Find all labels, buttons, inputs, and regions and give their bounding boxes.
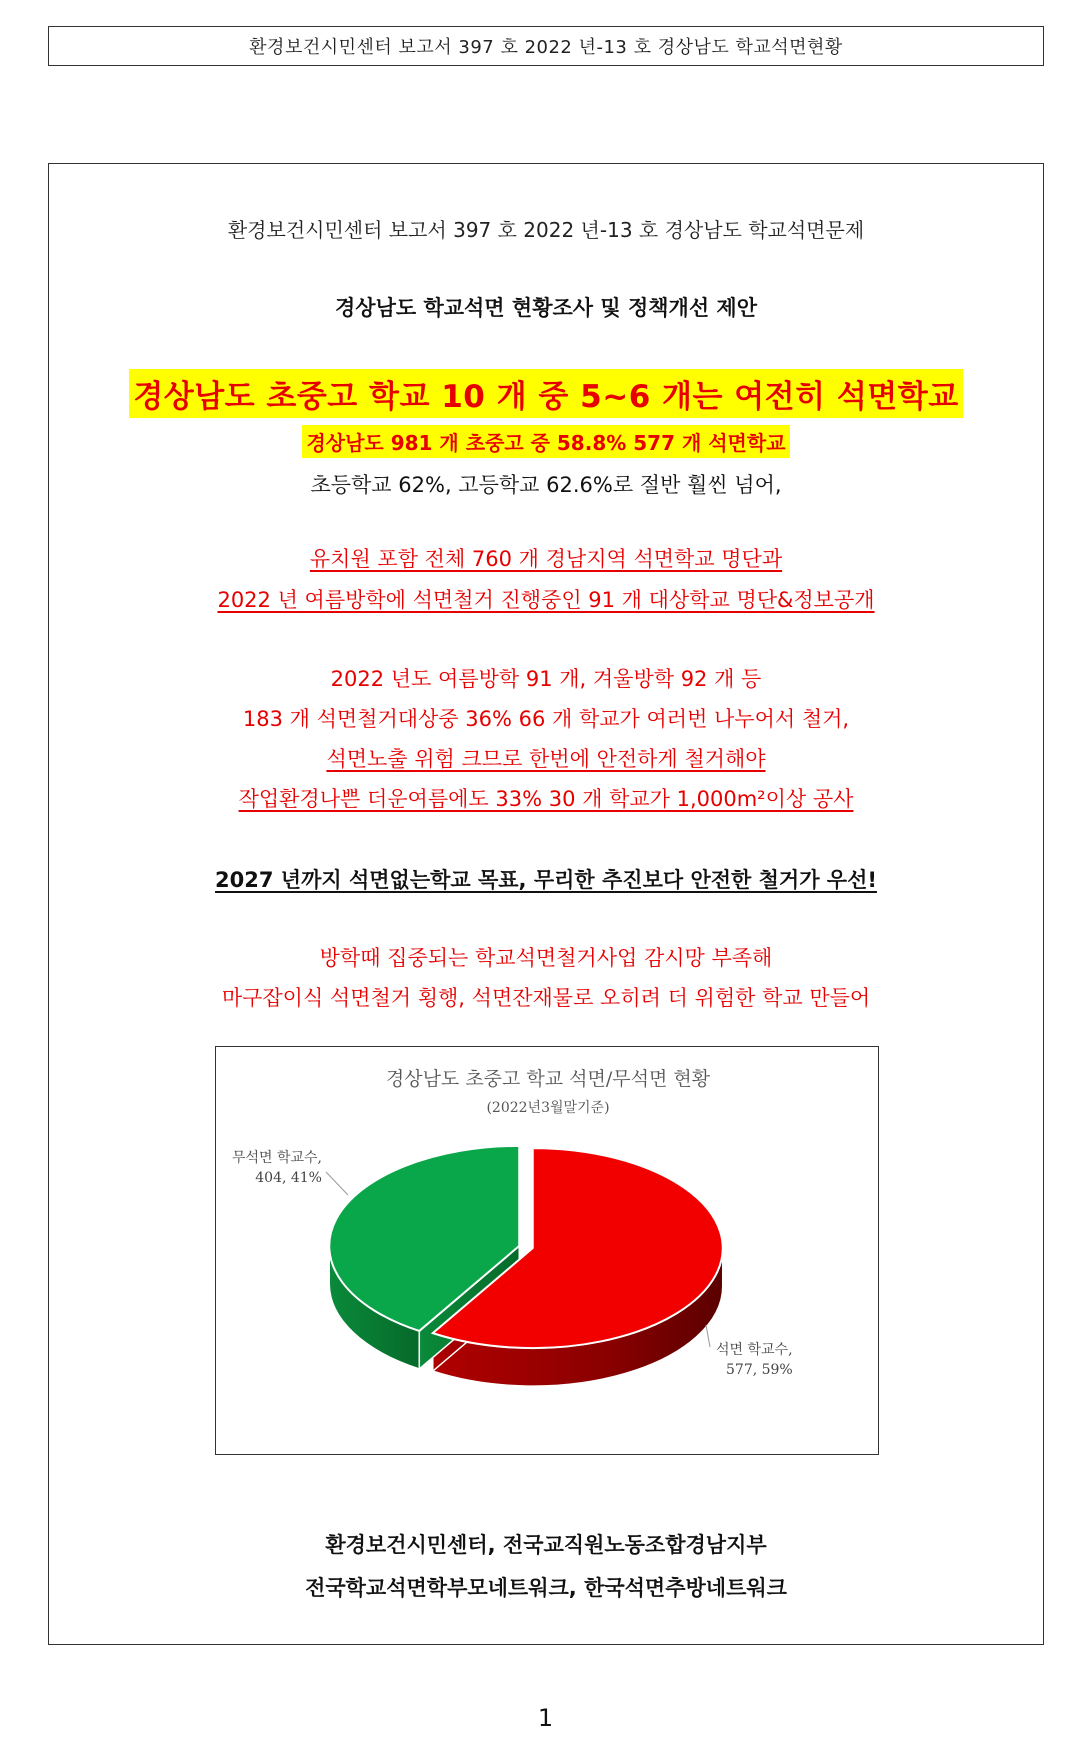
removal-line-4-text: 작업환경나쁜 더운여름에도 33% 30 개 학교가 1,000m²이상 공사: [238, 787, 854, 811]
removal-line-3-text: 석면노출 위험 크므로 한번에 안전하게 철거해야: [326, 747, 766, 771]
pie-leader-line-0: [706, 1325, 710, 1347]
list-line-2-text: 2022 년 여름방학에 석면철거 진행중인 91 개 대상학교 명단&정보공개: [217, 588, 875, 612]
pie-leader-line-1: [326, 1172, 348, 1195]
list-line-1: [49, 543, 1043, 573]
report-header: [48, 26, 1044, 66]
pie-slices: [329, 1146, 722, 1386]
warning-line-2: 마구잡이식 석면철거 횡행, 석면잔재물로 오히려 더 위험한 학교 만들어: [221, 986, 871, 1010]
asbestos-pie-chart: [215, 1046, 879, 1455]
headline: 경상남도 초중고 학교 10 개 중 5~6 개는 여전히 석면학교: [129, 369, 962, 418]
pie-label-1: 무석면 학교수,: [231, 1150, 322, 1166]
removal-line-3: [49, 743, 1043, 773]
footer-org-line-2: 전국학교석면학부모네트워크, 한국석면추방네트워크: [305, 1576, 787, 1600]
pie-value-label-0: 577, 59%: [726, 1362, 793, 1378]
summary-line: 초등학교 62%, 고등학교 62.6%로 절반 훨씬 넘어,: [310, 473, 782, 497]
warning-line-1: 방학때 집중되는 학교석면철거사업 감시망 부족해: [319, 946, 773, 970]
removal-line-1: 2022 년도 여름방학 91 개, 겨울방학 92 개 등: [330, 667, 762, 691]
headline-row: [49, 369, 1043, 418]
removal-line-2: 183 개 석면철거대상중 36% 66 개 학교가 여러번 나누어서 철거,: [242, 707, 850, 731]
subheadline: 경상남도 981 개 초중고 중 58.8% 577 개 석면학교: [302, 425, 789, 458]
chart-subtitle: (2022년3월말기준): [486, 1100, 610, 1116]
report-cover: [48, 163, 1044, 1645]
pie-value-label-1: 404, 41%: [255, 1170, 322, 1186]
report-title: 경상남도 학교석면 현황조사 및 정책개선 제안: [335, 296, 757, 320]
page-number: 1: [537, 1704, 554, 1732]
goal-line-text: 2027 년까지 석면없는학교 목표, 무리한 추진보다 안전한 철거가 우선!: [215, 868, 877, 892]
report-subtitle: 환경보건시민센터 보고서 397 호 2022 년-13 호 경상남도 학교석면문제: [227, 218, 865, 242]
list-line-2: [49, 584, 1043, 614]
subheadline-row: [49, 425, 1043, 458]
goal-line: [49, 864, 1043, 894]
pie-chart-svg: [216, 1047, 880, 1456]
removal-line-4: [49, 783, 1043, 813]
report-header-text: 환경보건시민센터 보고서 397 호 2022 년-13 호 경상남도 학교석면현황: [249, 37, 843, 58]
footer-org-line-1: 환경보건시민센터, 전국교직원노동조합경남지부: [325, 1533, 767, 1557]
pie-label-0: 석면 학교수,: [716, 1342, 793, 1358]
chart-title: 경상남도 초중고 학교 석면/무석면 현황: [385, 1068, 711, 1090]
list-line-1-text: 유치원 포함 전체 760 개 경남지역 석면학교 명단과: [309, 547, 783, 571]
